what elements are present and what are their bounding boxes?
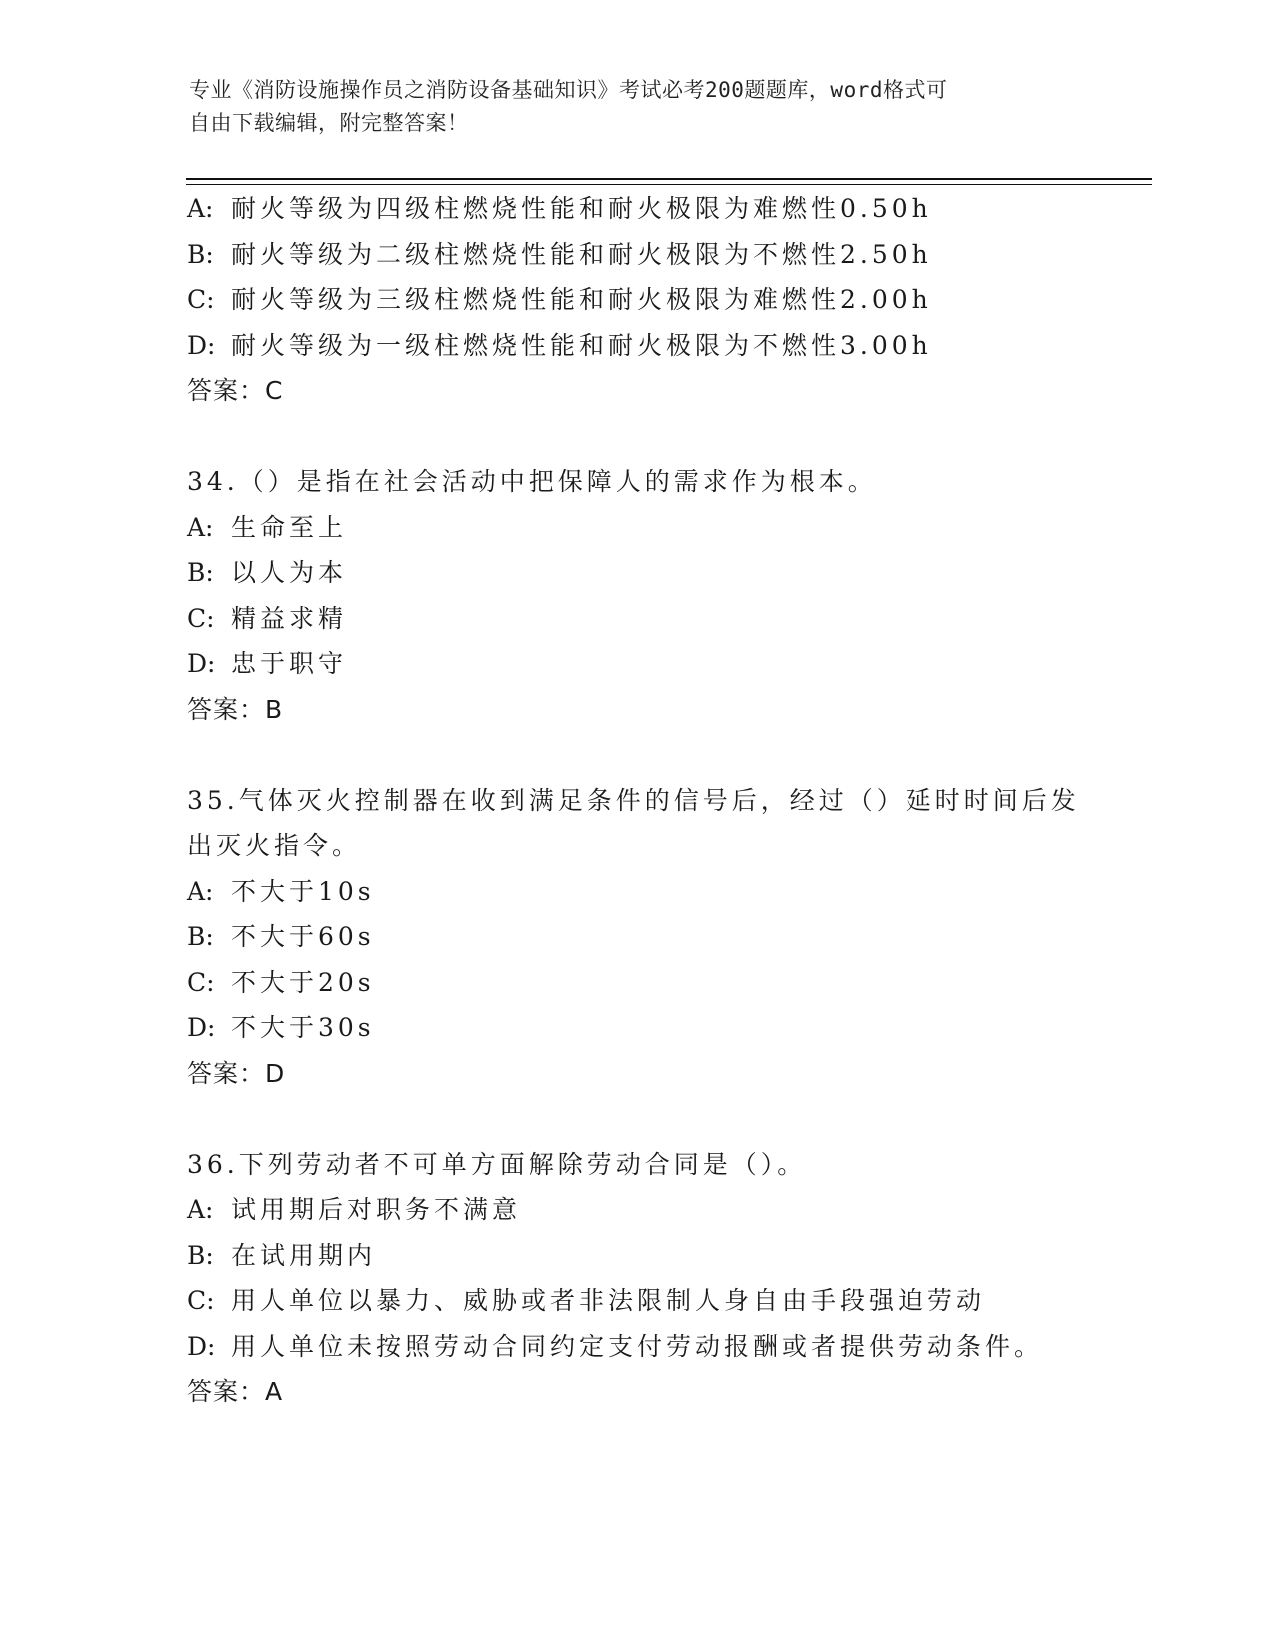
question-stem: 36.下列劳动者不可单方面解除劳动合同是（）。 <box>187 1149 807 1179</box>
option-text: 不大于10s <box>231 876 375 906</box>
page-header <box>189 74 1069 140</box>
option-text: 不大于30s <box>231 1013 375 1042</box>
option-b <box>187 1233 1147 1279</box>
option-text: 试用期后对职务不满意 <box>231 1195 522 1224</box>
option-text: 耐火等级为三级柱燃烧性能和耐火极限为难燃性2.00h <box>231 285 932 314</box>
option-text: 耐火等级为二级柱燃烧性能和耐火极限为不燃性2.50h <box>231 239 932 269</box>
option-letter: C: <box>187 1286 215 1315</box>
option-letter: A: <box>187 194 214 223</box>
header-rule-thin <box>186 184 1152 185</box>
spacer <box>187 732 1147 778</box>
option-letter: C: <box>187 603 215 633</box>
answer-label: 答案：B <box>187 694 284 724</box>
option-letter: C: <box>187 285 215 314</box>
option-text: 精益求精 <box>231 603 348 633</box>
question-stem: 34.（）是指在社会活动中把保障人的需求作为根本。 <box>187 467 877 496</box>
option-letter: B: <box>187 922 214 951</box>
option-letter: A: <box>187 1195 214 1224</box>
option-letter: D: <box>187 330 216 360</box>
option-d <box>187 1324 1147 1370</box>
option-text: 生命至上 <box>231 512 348 542</box>
option-letter: B: <box>187 239 214 269</box>
question-34 <box>187 459 1147 732</box>
option-c <box>187 277 1147 323</box>
option-text: 不大于20s <box>231 967 375 997</box>
option-text: 不大于60s <box>231 922 375 951</box>
option-b <box>187 550 1147 596</box>
option-letter: D: <box>187 1013 216 1042</box>
option-text: 耐火等级为一级柱燃烧性能和耐火极限为不燃性3.00h <box>231 330 932 360</box>
question-36 <box>187 1142 1147 1415</box>
header-line-1: 专业《消防设施操作员之消防设备基础知识》考试必考200题题库，word格式可 <box>189 78 948 102</box>
question-35 <box>187 778 1147 1097</box>
option-d <box>187 1005 1147 1051</box>
option-text: 用人单位未按照劳动合同约定支付劳动报酬或者提供劳动条件。 <box>231 1331 1044 1361</box>
answer-label: 答案：C <box>187 376 284 405</box>
option-letter: B: <box>187 1240 214 1270</box>
spacer <box>187 414 1147 460</box>
header-line-2: 自由下载编辑，附完整答案！ <box>189 111 469 135</box>
option-d <box>187 323 1147 369</box>
option-letter: C: <box>187 967 215 997</box>
option-letter: B: <box>187 558 214 587</box>
spacer <box>187 1096 1147 1142</box>
option-text: 用人单位以暴力、威胁或者非法限制人身自由手段强迫劳动 <box>231 1286 986 1315</box>
option-a <box>187 505 1147 551</box>
option-letter: D: <box>187 1331 216 1361</box>
header-rule-thick <box>186 178 1152 180</box>
option-a <box>187 186 1147 232</box>
option-text: 忠于职守 <box>231 649 348 678</box>
question-33-continued <box>187 186 1147 414</box>
option-text: 在试用期内 <box>231 1240 377 1270</box>
question-stem: 35.气体灭火控制器在收到满足条件的信号后，经过（）延时时间后发出灭火指令。 <box>187 785 1080 860</box>
answer-label: 答案：D <box>187 1058 286 1088</box>
option-text: 以人为本 <box>231 558 348 587</box>
option-c <box>187 596 1147 642</box>
option-letter: A: <box>187 876 214 906</box>
question-list <box>187 186 1147 1415</box>
option-b <box>187 232 1147 278</box>
option-d <box>187 641 1147 687</box>
option-a <box>187 869 1147 915</box>
option-letter: D: <box>187 649 216 678</box>
option-c <box>187 1278 1147 1324</box>
option-a <box>187 1187 1147 1233</box>
answer-label: 答案：A <box>187 1377 284 1406</box>
option-c <box>187 960 1147 1006</box>
option-b <box>187 914 1147 960</box>
option-letter: A: <box>187 512 214 542</box>
option-text: 耐火等级为四级柱燃烧性能和耐火极限为难燃性0.50h <box>231 194 932 223</box>
